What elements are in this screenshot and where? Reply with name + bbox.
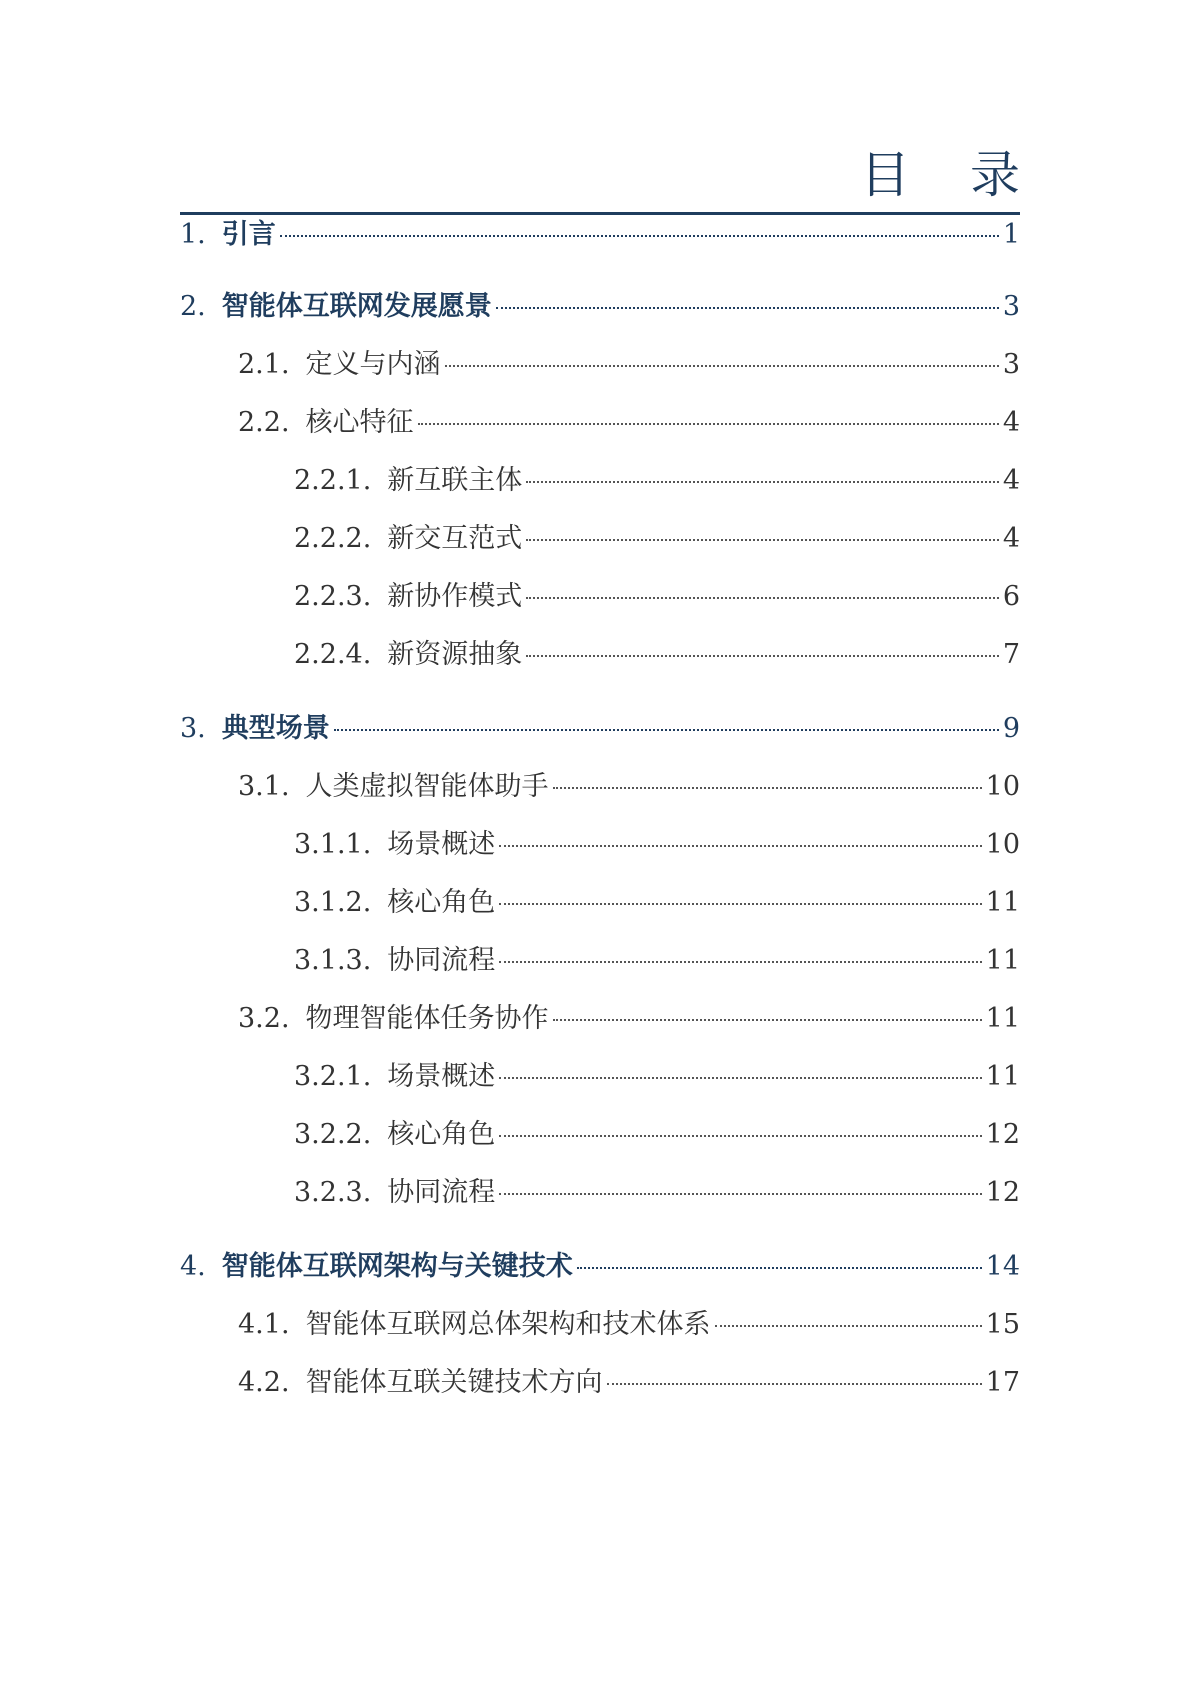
- toc-entry[interactable]: [180, 1250, 1020, 1284]
- dot-leader: [526, 597, 999, 599]
- toc-entry-number: 2.: [180, 291, 206, 322]
- toc-entry-page: 11: [985, 1003, 1020, 1034]
- toc-entry-page: 14: [985, 1251, 1020, 1282]
- dot-leader: [526, 539, 999, 541]
- dot-leader: [526, 655, 999, 657]
- dot-leader: [499, 903, 981, 905]
- dot-leader: [499, 845, 981, 847]
- toc-entry-number: 2.1.: [238, 349, 290, 380]
- toc-entry[interactable]: [294, 1060, 1020, 1094]
- toc-entry-title: 引言: [221, 219, 276, 250]
- toc-entry-title: 核心特征: [305, 407, 414, 438]
- toc-entry-number: 3.1.1.: [294, 829, 372, 860]
- toc-entry-page: 4: [1002, 465, 1020, 496]
- toc-entry[interactable]: [238, 1002, 1020, 1036]
- toc-entry-page: 11: [985, 887, 1020, 918]
- toc-entry-number: 3.: [180, 713, 206, 744]
- dot-leader: [553, 787, 982, 789]
- toc-entry-page: 3: [1002, 349, 1020, 380]
- dot-leader: [553, 1019, 982, 1021]
- toc-entry-page: 17: [985, 1367, 1020, 1398]
- toc-entry-title: 协同流程: [387, 1177, 496, 1208]
- toc-entry-title: 新互联主体: [387, 465, 523, 496]
- toc-entry[interactable]: [294, 1118, 1020, 1152]
- toc-entry[interactable]: [294, 1176, 1020, 1210]
- toc-entry-number: 3.2.1.: [294, 1061, 372, 1092]
- toc-entry-page: 11: [985, 945, 1020, 976]
- toc-entry-page: 10: [985, 771, 1020, 802]
- toc-entry-title: 典型场景: [221, 713, 330, 744]
- toc-entry-number: 2.2.3.: [294, 581, 372, 612]
- toc-entry-number: 3.2.2.: [294, 1119, 372, 1150]
- toc-entry-page: 7: [1002, 639, 1020, 670]
- dot-leader: [607, 1383, 982, 1385]
- toc-entry-number: 2.2.4.: [294, 639, 372, 670]
- toc-entry-title: 智能体互联网总体架构和技术体系: [305, 1309, 711, 1340]
- toc-entry-number: 1.: [180, 219, 206, 250]
- toc-entry-number: 3.1.: [238, 771, 290, 802]
- toc-entry-title: 定义与内涵: [305, 349, 441, 380]
- toc-entry[interactable]: [180, 712, 1020, 746]
- toc-entry[interactable]: [238, 348, 1020, 382]
- toc-entry-number: 3.2.: [238, 1003, 290, 1034]
- toc-entry[interactable]: [294, 944, 1020, 978]
- toc-entry-title: 核心角色: [387, 887, 496, 918]
- dot-leader: [499, 1135, 981, 1137]
- toc-entry-page: 12: [985, 1119, 1020, 1150]
- dot-leader: [715, 1325, 982, 1327]
- dot-leader: [280, 235, 999, 237]
- dot-leader: [499, 1077, 981, 1079]
- toc-entry[interactable]: [180, 290, 1020, 324]
- toc-entry[interactable]: [294, 522, 1020, 556]
- toc-entry-page: 15: [985, 1309, 1020, 1340]
- toc-entry-number: 4.2.: [238, 1367, 290, 1398]
- toc-entry[interactable]: [294, 464, 1020, 498]
- toc-entry-number: 2.2.1.: [294, 465, 372, 496]
- toc-entry-page: 4: [1002, 523, 1020, 554]
- dot-leader: [445, 365, 999, 367]
- toc-entry[interactable]: [238, 406, 1020, 440]
- toc-entry[interactable]: [294, 580, 1020, 614]
- toc-entry-page: 12: [985, 1177, 1020, 1208]
- toc-entry[interactable]: [294, 828, 1020, 862]
- toc-entry[interactable]: [238, 1366, 1020, 1400]
- toc-entry-title: 智能体互联网发展愿景: [221, 291, 492, 322]
- toc-entry-title: 场景概述: [387, 829, 496, 860]
- toc-entry[interactable]: [238, 770, 1020, 804]
- toc-entry[interactable]: [294, 886, 1020, 920]
- toc-entry[interactable]: [238, 1308, 1020, 1342]
- toc-entry-number: 2.2.: [238, 407, 290, 438]
- toc-entry-title: 场景概述: [387, 1061, 496, 1092]
- dot-leader: [499, 961, 981, 963]
- toc-entry-title: 智能体互联网架构与关键技术: [221, 1251, 573, 1282]
- toc-entry-page: 10: [985, 829, 1020, 860]
- dot-leader: [526, 481, 999, 483]
- toc-entry-title: 协同流程: [387, 945, 496, 976]
- toc-entry[interactable]: [180, 218, 1020, 252]
- toc-entry-number: 3.1.2.: [294, 887, 372, 918]
- dot-leader: [577, 1267, 982, 1269]
- toc-heading: 目 录: [860, 146, 1042, 204]
- toc-entry-number: 3.2.3.: [294, 1177, 372, 1208]
- toc-entry-page: 4: [1002, 407, 1020, 438]
- dot-leader: [334, 729, 999, 731]
- toc-entry-title: 物理智能体任务协作: [305, 1003, 549, 1034]
- toc-entry-number: 2.2.2.: [294, 523, 372, 554]
- toc-entry-title: 核心角色: [387, 1119, 496, 1150]
- toc-entry-title: 人类虚拟智能体助手: [305, 771, 549, 802]
- dot-leader: [418, 423, 999, 425]
- toc-entry-title: 新资源抽象: [387, 639, 523, 670]
- dot-leader: [496, 307, 999, 309]
- toc-entry-page: 1: [1002, 219, 1020, 250]
- heading-rule: [180, 212, 1020, 215]
- toc-entry-page: 6: [1002, 581, 1020, 612]
- toc-entry[interactable]: [294, 638, 1020, 672]
- toc-entry-title: 新协作模式: [387, 581, 523, 612]
- toc-entry-page: 9: [1002, 713, 1020, 744]
- toc-entry-title: 智能体互联关键技术方向: [305, 1367, 603, 1398]
- toc-entry-page: 11: [985, 1061, 1020, 1092]
- toc-entry-number: 3.1.3.: [294, 945, 372, 976]
- toc-entry-number: 4.: [180, 1251, 206, 1282]
- toc-entry-title: 新交互范式: [387, 523, 523, 554]
- toc-entry-number: 4.1.: [238, 1309, 290, 1340]
- toc-entry-page: 3: [1002, 291, 1020, 322]
- dot-leader: [499, 1193, 981, 1195]
